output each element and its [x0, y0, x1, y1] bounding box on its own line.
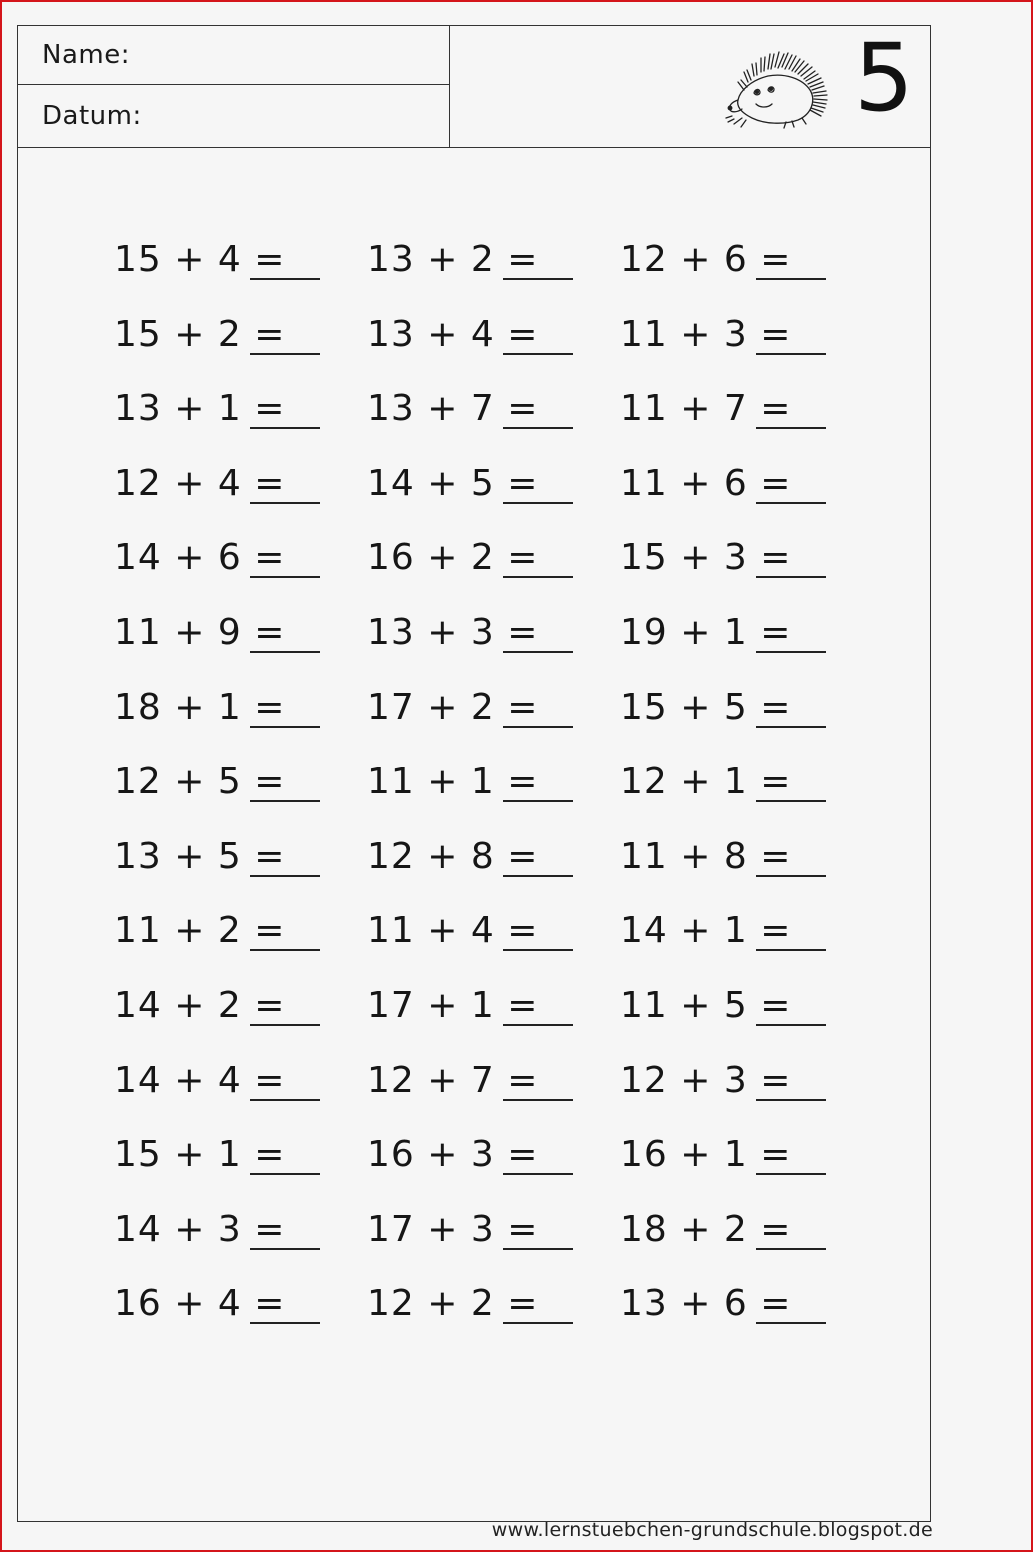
addition-task — [114, 1133, 324, 1177]
task-equation: 11 + 9 = — [114, 612, 286, 653]
answer-line[interactable] — [250, 1099, 320, 1101]
addition-task — [367, 313, 577, 357]
task-equation: 12 + 8 = — [367, 835, 539, 877]
answer-line[interactable] — [503, 278, 573, 280]
task-equation: 12 + 5 = — [114, 761, 286, 803]
task-equation: 16 + 1 = — [620, 1134, 792, 1176]
footer-url: www.lernstuebchen-grundschule.blogspot.de — [491, 1519, 933, 1541]
answer-line[interactable] — [756, 502, 826, 504]
task-equation: 17 + 2 = — [367, 686, 539, 728]
addition-task — [620, 1208, 830, 1252]
addition-task — [367, 536, 577, 580]
task-equation: 11 + 7 = — [620, 388, 792, 430]
addition-task — [620, 313, 830, 357]
answer-line[interactable] — [250, 427, 320, 429]
task-equation: 14 + 4 = — [114, 1059, 286, 1101]
task-equation: 17 + 3 = — [367, 1208, 539, 1250]
addition-task — [620, 1133, 830, 1177]
answer-line[interactable] — [756, 353, 826, 355]
answer-line[interactable] — [756, 651, 826, 653]
addition-task — [367, 984, 577, 1028]
addition-task — [114, 909, 324, 953]
task-equation: 13 + 6 = — [620, 1283, 792, 1325]
answer-line[interactable] — [503, 1173, 573, 1175]
answer-line[interactable] — [756, 800, 826, 802]
answer-line[interactable] — [250, 278, 320, 280]
task-equation: 19 + 1 = — [620, 612, 792, 653]
answer-line[interactable] — [250, 875, 320, 877]
addition-task — [367, 387, 577, 431]
task-equation: 14 + 5 = — [367, 462, 539, 504]
task-equation: 13 + 4 = — [367, 313, 539, 355]
addition-task — [114, 984, 324, 1028]
task-equation: 11 + 8 = — [620, 835, 792, 877]
answer-line[interactable] — [503, 875, 573, 877]
addition-task — [367, 1282, 577, 1326]
answer-line[interactable] — [756, 1248, 826, 1250]
addition-task — [367, 611, 577, 655]
addition-task — [620, 536, 830, 580]
task-equation: 15 + 1 = — [114, 1134, 286, 1176]
addition-task — [620, 387, 830, 431]
answer-line[interactable] — [250, 353, 320, 355]
addition-task — [114, 611, 324, 655]
addition-task — [620, 835, 830, 879]
task-equation: 16 + 2 = — [367, 537, 539, 579]
answer-line[interactable] — [756, 576, 826, 578]
task-equation: 14 + 3 = — [114, 1208, 286, 1250]
answer-line[interactable] — [503, 502, 573, 504]
answer-line[interactable] — [250, 1024, 320, 1026]
answer-line[interactable] — [503, 1099, 573, 1101]
addition-task — [114, 238, 324, 282]
answer-line[interactable] — [756, 1099, 826, 1101]
answer-line[interactable] — [503, 353, 573, 355]
answer-line[interactable] — [503, 427, 573, 429]
answer-line[interactable] — [503, 949, 573, 951]
level-number: 5 — [854, 24, 914, 133]
addition-task — [367, 238, 577, 282]
addition-task — [367, 1133, 577, 1177]
task-equation: 13 + 2 = — [367, 239, 539, 280]
task-equation: 15 + 5 = — [620, 686, 792, 728]
answer-line[interactable] — [250, 949, 320, 951]
task-equation: 14 + 2 = — [114, 985, 286, 1026]
task-equation: 11 + 6 = — [620, 462, 792, 504]
task-equation: 12 + 2 = — [367, 1283, 539, 1325]
addition-task — [367, 462, 577, 506]
addition-task — [367, 686, 577, 730]
task-equation: 11 + 3 = — [620, 313, 792, 355]
addition-task — [367, 909, 577, 953]
task-equation: 15 + 2 = — [114, 313, 286, 355]
addition-task — [114, 835, 324, 879]
answer-line[interactable] — [756, 1173, 826, 1175]
task-equation: 13 + 5 = — [114, 835, 286, 877]
addition-task — [367, 760, 577, 804]
task-equation: 16 + 3 = — [367, 1134, 539, 1176]
answer-line[interactable] — [756, 726, 826, 728]
addition-task — [114, 536, 324, 580]
answer-line[interactable] — [250, 1322, 320, 1324]
answer-line[interactable] — [250, 1248, 320, 1250]
addition-task — [620, 462, 830, 506]
worksheet — [17, 25, 931, 1522]
task-equation: 18 + 1 = — [114, 686, 286, 728]
answer-line[interactable] — [250, 502, 320, 504]
addition-task — [114, 686, 324, 730]
addition-task — [114, 760, 324, 804]
task-equation: 12 + 1 = — [620, 761, 792, 803]
answer-line[interactable] — [503, 576, 573, 578]
answer-line[interactable] — [250, 726, 320, 728]
task-equation: 13 + 3 = — [367, 612, 539, 653]
task-equation: 14 + 6 = — [114, 537, 286, 579]
task-equation: 15 + 4 = — [114, 239, 286, 280]
answer-line[interactable] — [250, 576, 320, 578]
answer-line[interactable] — [756, 1024, 826, 1026]
task-equation: 18 + 2 = — [620, 1208, 792, 1250]
answer-line[interactable] — [250, 651, 320, 653]
answer-line[interactable] — [503, 1248, 573, 1250]
task-equation: 12 + 4 = — [114, 462, 286, 504]
addition-task — [114, 1208, 324, 1252]
answer-line[interactable] — [756, 427, 826, 429]
answer-line[interactable] — [250, 800, 320, 802]
task-equation: 13 + 7 = — [367, 388, 539, 430]
answer-line[interactable] — [503, 800, 573, 802]
addition-task — [114, 1059, 324, 1103]
addition-task — [620, 238, 830, 282]
task-grid — [18, 26, 930, 1521]
answer-line[interactable] — [503, 726, 573, 728]
answer-line[interactable] — [503, 651, 573, 653]
addition-task — [620, 909, 830, 953]
addition-task — [620, 611, 830, 655]
addition-task — [114, 387, 324, 431]
task-equation: 12 + 6 = — [620, 239, 792, 280]
task-equation: 11 + 5 = — [620, 985, 792, 1026]
task-equation: 15 + 3 = — [620, 537, 792, 579]
task-equation: 14 + 1 = — [620, 910, 792, 952]
task-equation: 11 + 1 = — [367, 761, 539, 803]
addition-task — [114, 313, 324, 357]
task-equation: 13 + 1 = — [114, 388, 286, 430]
answer-line[interactable] — [756, 875, 826, 877]
answer-line[interactable] — [756, 278, 826, 280]
answer-line[interactable] — [756, 1322, 826, 1324]
addition-task — [620, 984, 830, 1028]
name-label: Name: — [42, 40, 130, 70]
answer-line[interactable] — [503, 1024, 573, 1026]
date-label: Datum: — [42, 101, 142, 131]
task-equation: 12 + 3 = — [620, 1059, 792, 1101]
addition-task — [367, 1208, 577, 1252]
task-equation: 11 + 4 = — [367, 910, 539, 952]
task-equation: 12 + 7 = — [367, 1059, 539, 1101]
addition-task — [367, 835, 577, 879]
addition-task — [114, 462, 324, 506]
addition-task — [620, 1059, 830, 1103]
task-equation: 11 + 2 = — [114, 910, 286, 952]
addition-task — [620, 1282, 830, 1326]
addition-task — [620, 760, 830, 804]
addition-task — [620, 686, 830, 730]
answer-line[interactable] — [503, 1322, 573, 1324]
answer-line[interactable] — [756, 949, 826, 951]
task-equation: 17 + 1 = — [367, 985, 539, 1026]
task-equation: 16 + 4 = — [114, 1283, 286, 1325]
addition-task — [367, 1059, 577, 1103]
answer-line[interactable] — [250, 1173, 320, 1175]
addition-task — [114, 1282, 324, 1326]
